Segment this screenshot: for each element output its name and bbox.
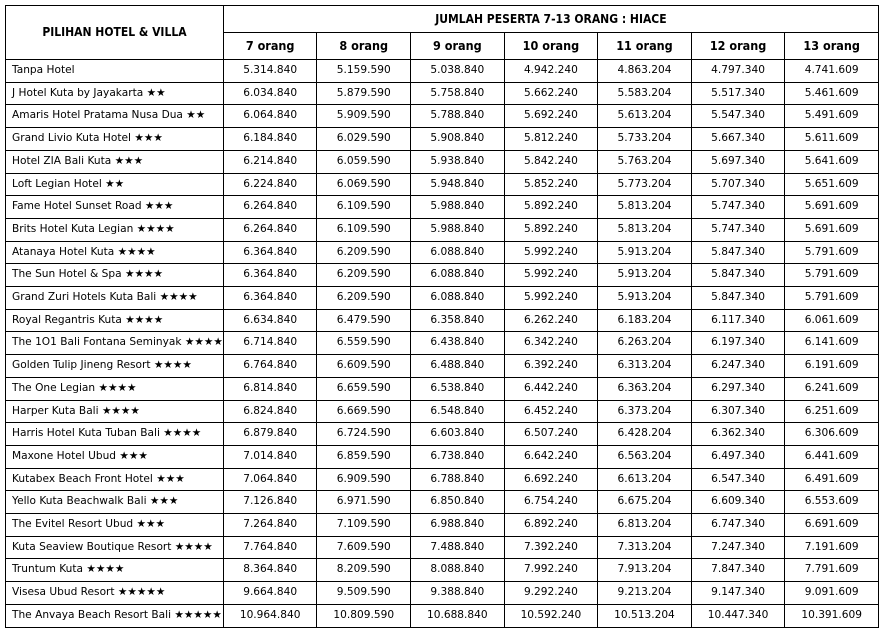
price-cell: 5.641.609 — [785, 150, 879, 173]
price-cell: 5.812.240 — [504, 128, 598, 151]
price-cell: 6.547.340 — [691, 468, 785, 491]
table-row — [6, 82, 879, 105]
hotel-name-cell: Golden Tulip Jineng Resort ★★★★ — [6, 355, 224, 378]
price-cell: 6.209.590 — [317, 264, 411, 287]
price-cell: 6.364.840 — [223, 264, 317, 287]
price-cell: 7.191.609 — [785, 536, 879, 559]
table-row — [6, 150, 879, 173]
pax-column-header: 7 orang — [223, 33, 317, 60]
price-cell: 7.913.204 — [598, 559, 692, 582]
hotel-name-cell: Loft Legian Hotel ★★ — [6, 173, 224, 196]
price-cell: 6.307.340 — [691, 400, 785, 423]
price-cell: 6.788.840 — [411, 468, 505, 491]
header-row-group — [6, 6, 879, 33]
pax-column-header: 12 orang — [691, 33, 785, 60]
price-cell: 6.441.609 — [785, 445, 879, 468]
price-cell: 7.488.840 — [411, 536, 505, 559]
price-cell: 7.764.840 — [223, 536, 317, 559]
price-cell: 6.313.204 — [598, 355, 692, 378]
price-cell: 5.913.204 — [598, 264, 692, 287]
price-cell: 5.938.840 — [411, 150, 505, 173]
table-row — [6, 514, 879, 537]
price-cell: 5.773.204 — [598, 173, 692, 196]
hotel-name-cell: Yello Kuta Beachwalk Bali ★★★ — [6, 491, 224, 514]
price-cell: 5.747.340 — [691, 196, 785, 219]
price-cell: 5.813.204 — [598, 196, 692, 219]
table-row — [6, 468, 879, 491]
hotel-name-cell: Truntum Kuta ★★★★ — [6, 559, 224, 582]
price-cell: 6.438.840 — [411, 332, 505, 355]
table-row — [6, 536, 879, 559]
price-cell: 5.692.240 — [504, 105, 598, 128]
price-cell: 9.388.840 — [411, 582, 505, 605]
table-row — [6, 309, 879, 332]
price-cell: 6.263.204 — [598, 332, 692, 355]
price-cell: 6.691.609 — [785, 514, 879, 537]
price-cell: 6.559.590 — [317, 332, 411, 355]
price-cell: 5.667.340 — [691, 128, 785, 151]
table-row — [6, 241, 879, 264]
hotel-name-cell: Maxone Hotel Ubud ★★★ — [6, 445, 224, 468]
table-row — [6, 423, 879, 446]
price-cell: 6.563.204 — [598, 445, 692, 468]
table-row — [6, 582, 879, 605]
price-cell: 6.538.840 — [411, 377, 505, 400]
hotel-name-cell: Fame Hotel Sunset Road ★★★ — [6, 196, 224, 219]
price-cell: 6.634.840 — [223, 309, 317, 332]
price-cell: 6.754.240 — [504, 491, 598, 514]
price-cell: 6.197.340 — [691, 332, 785, 355]
table-row — [6, 287, 879, 310]
price-cell: 6.879.840 — [223, 423, 317, 446]
pax-column-header: 11 orang — [598, 33, 692, 60]
table-row — [6, 128, 879, 151]
price-cell: 4.797.340 — [691, 60, 785, 83]
hotel-name-cell: Royal Regantris Kuta ★★★★ — [6, 309, 224, 332]
participants-group-header: JUMLAH PESERTA 7-13 ORANG : HIACE — [223, 6, 878, 33]
price-cell: 6.442.240 — [504, 377, 598, 400]
price-cell: 6.613.204 — [598, 468, 692, 491]
price-cell: 7.992.240 — [504, 559, 598, 582]
table-row — [6, 173, 879, 196]
hotel-name-cell: Visesa Ubud Resort ★★★★★ — [6, 582, 224, 605]
hotel-name-cell: J Hotel Kuta by Jayakarta ★★ — [6, 82, 224, 105]
table-row — [6, 332, 879, 355]
price-cell: 7.313.204 — [598, 536, 692, 559]
price-cell: 5.613.204 — [598, 105, 692, 128]
price-cell: 5.707.340 — [691, 173, 785, 196]
price-cell: 6.364.840 — [223, 241, 317, 264]
price-cell: 10.447.340 — [691, 604, 785, 627]
price-cell: 7.609.590 — [317, 536, 411, 559]
table-row — [6, 218, 879, 241]
price-cell: 5.892.240 — [504, 196, 598, 219]
price-cell: 6.262.240 — [504, 309, 598, 332]
price-cell: 5.992.240 — [504, 264, 598, 287]
price-cell: 5.583.204 — [598, 82, 692, 105]
price-cell: 5.847.340 — [691, 287, 785, 310]
price-cell: 5.547.340 — [691, 105, 785, 128]
price-cell: 6.738.840 — [411, 445, 505, 468]
price-cell: 6.088.840 — [411, 241, 505, 264]
price-cell: 5.788.840 — [411, 105, 505, 128]
price-cell: 9.147.340 — [691, 582, 785, 605]
price-cell: 4.942.240 — [504, 60, 598, 83]
hotel-name-cell: Atanaya Hotel Kuta ★★★★ — [6, 241, 224, 264]
price-cell: 5.909.590 — [317, 105, 411, 128]
price-cell: 6.669.590 — [317, 400, 411, 423]
price-cell: 10.688.840 — [411, 604, 505, 627]
price-cell: 5.988.840 — [411, 218, 505, 241]
table-row — [6, 604, 879, 627]
price-cell: 6.813.204 — [598, 514, 692, 537]
price-cell: 6.488.840 — [411, 355, 505, 378]
price-cell: 5.892.240 — [504, 218, 598, 241]
price-cell: 6.764.840 — [223, 355, 317, 378]
hotel-column-header: PILIHAN HOTEL & VILLA — [6, 6, 224, 60]
price-cell: 5.763.204 — [598, 150, 692, 173]
price-cell: 6.069.590 — [317, 173, 411, 196]
hotel-name-cell: Harper Kuta Bali ★★★★ — [6, 400, 224, 423]
price-cell: 5.491.609 — [785, 105, 879, 128]
price-cell: 6.452.240 — [504, 400, 598, 423]
price-cell: 6.428.204 — [598, 423, 692, 446]
price-cell: 6.850.840 — [411, 491, 505, 514]
price-cell: 5.651.609 — [785, 173, 879, 196]
price-cell: 5.517.340 — [691, 82, 785, 105]
price-cell: 8.088.840 — [411, 559, 505, 582]
price-cell: 6.642.240 — [504, 445, 598, 468]
hotel-name-cell: The Sun Hotel & Spa ★★★★ — [6, 264, 224, 287]
price-cell: 7.109.590 — [317, 514, 411, 537]
price-cell: 10.809.590 — [317, 604, 411, 627]
price-cell: 7.847.340 — [691, 559, 785, 582]
hotel-name-cell: Grand Livio Kuta Hotel ★★★ — [6, 128, 224, 151]
price-cell: 6.507.240 — [504, 423, 598, 446]
price-cell: 6.363.204 — [598, 377, 692, 400]
price-cell: 6.479.590 — [317, 309, 411, 332]
price-cell: 6.364.840 — [223, 287, 317, 310]
price-cell: 6.362.340 — [691, 423, 785, 446]
price-cell: 5.662.240 — [504, 82, 598, 105]
price-cell: 5.038.840 — [411, 60, 505, 83]
price-cell: 5.791.609 — [785, 241, 879, 264]
price-cell: 6.609.590 — [317, 355, 411, 378]
price-cell: 6.306.609 — [785, 423, 879, 446]
price-cell: 6.034.840 — [223, 82, 317, 105]
price-cell: 9.292.240 — [504, 582, 598, 605]
price-cell: 7.791.609 — [785, 559, 879, 582]
price-cell: 6.247.340 — [691, 355, 785, 378]
price-cell: 5.314.840 — [223, 60, 317, 83]
price-cell: 5.992.240 — [504, 287, 598, 310]
price-cell: 5.747.340 — [691, 218, 785, 241]
price-cell: 6.251.609 — [785, 400, 879, 423]
price-cell: 6.675.204 — [598, 491, 692, 514]
price-cell: 6.373.204 — [598, 400, 692, 423]
table-row — [6, 445, 879, 468]
price-cell: 6.553.609 — [785, 491, 879, 514]
price-cell: 5.461.609 — [785, 82, 879, 105]
price-cell: 5.847.340 — [691, 241, 785, 264]
price-cell: 6.724.590 — [317, 423, 411, 446]
pax-column-header: 10 orang — [504, 33, 598, 60]
price-cell: 6.209.590 — [317, 241, 411, 264]
price-cell: 9.664.840 — [223, 582, 317, 605]
price-cell: 6.609.340 — [691, 491, 785, 514]
price-cell: 5.847.340 — [691, 264, 785, 287]
price-cell: 6.747.340 — [691, 514, 785, 537]
price-cell: 8.364.840 — [223, 559, 317, 582]
price-cell: 5.758.840 — [411, 82, 505, 105]
price-cell: 6.241.609 — [785, 377, 879, 400]
price-cell: 6.548.840 — [411, 400, 505, 423]
price-cell: 6.088.840 — [411, 264, 505, 287]
price-cell: 5.913.204 — [598, 287, 692, 310]
price-cell: 5.913.204 — [598, 241, 692, 264]
hotel-name-cell: The 1O1 Bali Fontana Seminyak ★★★★ — [6, 332, 224, 355]
hotel-name-cell: Tanpa Hotel — [6, 60, 224, 83]
price-cell: 6.988.840 — [411, 514, 505, 537]
price-cell: 5.611.609 — [785, 128, 879, 151]
price-cell: 6.191.609 — [785, 355, 879, 378]
price-cell: 6.491.609 — [785, 468, 879, 491]
price-cell: 7.126.840 — [223, 491, 317, 514]
hotel-name-cell: Amaris Hotel Pratama Nusa Dua ★★ — [6, 105, 224, 128]
price-cell: 6.141.609 — [785, 332, 879, 355]
price-cell: 10.964.840 — [223, 604, 317, 627]
price-cell: 4.741.609 — [785, 60, 879, 83]
price-cell: 6.392.240 — [504, 355, 598, 378]
hotel-name-cell: Harris Hotel Kuta Tuban Bali ★★★★ — [6, 423, 224, 446]
price-cell: 5.948.840 — [411, 173, 505, 196]
price-cell: 6.892.240 — [504, 514, 598, 537]
price-cell: 5.852.240 — [504, 173, 598, 196]
price-cell: 10.513.204 — [598, 604, 692, 627]
price-cell: 6.659.590 — [317, 377, 411, 400]
hotel-name-cell: Kutabex Beach Front Hotel ★★★ — [6, 468, 224, 491]
price-cell: 6.117.340 — [691, 309, 785, 332]
price-cell: 6.342.240 — [504, 332, 598, 355]
price-cell: 6.109.590 — [317, 196, 411, 219]
price-cell: 5.791.609 — [785, 287, 879, 310]
hotel-name-cell: Hotel ZIA Bali Kuta ★★★ — [6, 150, 224, 173]
hotel-name-cell: The Anvaya Beach Resort Bali ★★★★★ — [6, 604, 224, 627]
price-cell: 6.109.590 — [317, 218, 411, 241]
price-cell: 5.691.609 — [785, 196, 879, 219]
price-cell: 5.992.240 — [504, 241, 598, 264]
price-cell: 6.209.590 — [317, 287, 411, 310]
price-cell: 5.159.590 — [317, 60, 411, 83]
pax-column-header: 13 orang — [785, 33, 879, 60]
price-cell: 5.691.609 — [785, 218, 879, 241]
price-cell: 6.603.840 — [411, 423, 505, 446]
price-cell: 6.358.840 — [411, 309, 505, 332]
price-cell: 4.863.204 — [598, 60, 692, 83]
price-table — [5, 5, 879, 628]
hotel-name-cell: The One Legian ★★★★ — [6, 377, 224, 400]
price-cell: 5.908.840 — [411, 128, 505, 151]
pax-column-header: 9 orang — [411, 33, 505, 60]
hotel-name-cell: Brits Hotel Kuta Legian ★★★★ — [6, 218, 224, 241]
price-cell: 6.184.840 — [223, 128, 317, 151]
price-table-container — [5, 5, 879, 628]
price-cell: 5.791.609 — [785, 264, 879, 287]
price-cell: 6.814.840 — [223, 377, 317, 400]
price-cell: 6.297.340 — [691, 377, 785, 400]
hotel-name-cell: Kuta Seaview Boutique Resort ★★★★ — [6, 536, 224, 559]
price-cell: 6.061.609 — [785, 309, 879, 332]
price-cell: 7.064.840 — [223, 468, 317, 491]
table-row — [6, 60, 879, 83]
price-cell: 7.264.840 — [223, 514, 317, 537]
price-cell: 7.014.840 — [223, 445, 317, 468]
price-cell: 6.714.840 — [223, 332, 317, 355]
price-cell: 6.264.840 — [223, 218, 317, 241]
price-cell: 6.059.590 — [317, 150, 411, 173]
price-cell: 5.879.590 — [317, 82, 411, 105]
price-cell: 10.391.609 — [785, 604, 879, 627]
price-cell: 5.988.840 — [411, 196, 505, 219]
pax-column-header: 8 orang — [317, 33, 411, 60]
price-cell: 5.733.204 — [598, 128, 692, 151]
price-cell: 6.224.840 — [223, 173, 317, 196]
price-cell: 6.214.840 — [223, 150, 317, 173]
price-cell: 7.247.340 — [691, 536, 785, 559]
hotel-name-cell: The Evitel Resort Ubud ★★★ — [6, 514, 224, 537]
table-row — [6, 105, 879, 128]
table-row — [6, 491, 879, 514]
price-cell: 6.088.840 — [411, 287, 505, 310]
price-cell: 5.842.240 — [504, 150, 598, 173]
hotel-name-cell: Grand Zuri Hotels Kuta Bali ★★★★ — [6, 287, 224, 310]
price-cell: 6.971.590 — [317, 491, 411, 514]
price-cell: 6.824.840 — [223, 400, 317, 423]
price-cell: 8.209.590 — [317, 559, 411, 582]
table-row — [6, 559, 879, 582]
price-cell: 6.029.590 — [317, 128, 411, 151]
price-cell: 9.091.609 — [785, 582, 879, 605]
price-cell: 5.813.204 — [598, 218, 692, 241]
price-cell: 5.697.340 — [691, 150, 785, 173]
price-cell: 10.592.240 — [504, 604, 598, 627]
table-row — [6, 264, 879, 287]
price-cell: 6.183.204 — [598, 309, 692, 332]
price-cell: 6.692.240 — [504, 468, 598, 491]
price-cell: 9.509.590 — [317, 582, 411, 605]
table-row — [6, 377, 879, 400]
price-cell: 6.064.840 — [223, 105, 317, 128]
table-row — [6, 355, 879, 378]
price-cell: 6.909.590 — [317, 468, 411, 491]
price-cell: 9.213.204 — [598, 582, 692, 605]
table-body — [6, 60, 879, 628]
price-cell: 6.264.840 — [223, 196, 317, 219]
table-row — [6, 196, 879, 219]
price-cell: 7.392.240 — [504, 536, 598, 559]
price-cell: 6.497.340 — [691, 445, 785, 468]
price-cell: 6.859.590 — [317, 445, 411, 468]
table-row — [6, 400, 879, 423]
